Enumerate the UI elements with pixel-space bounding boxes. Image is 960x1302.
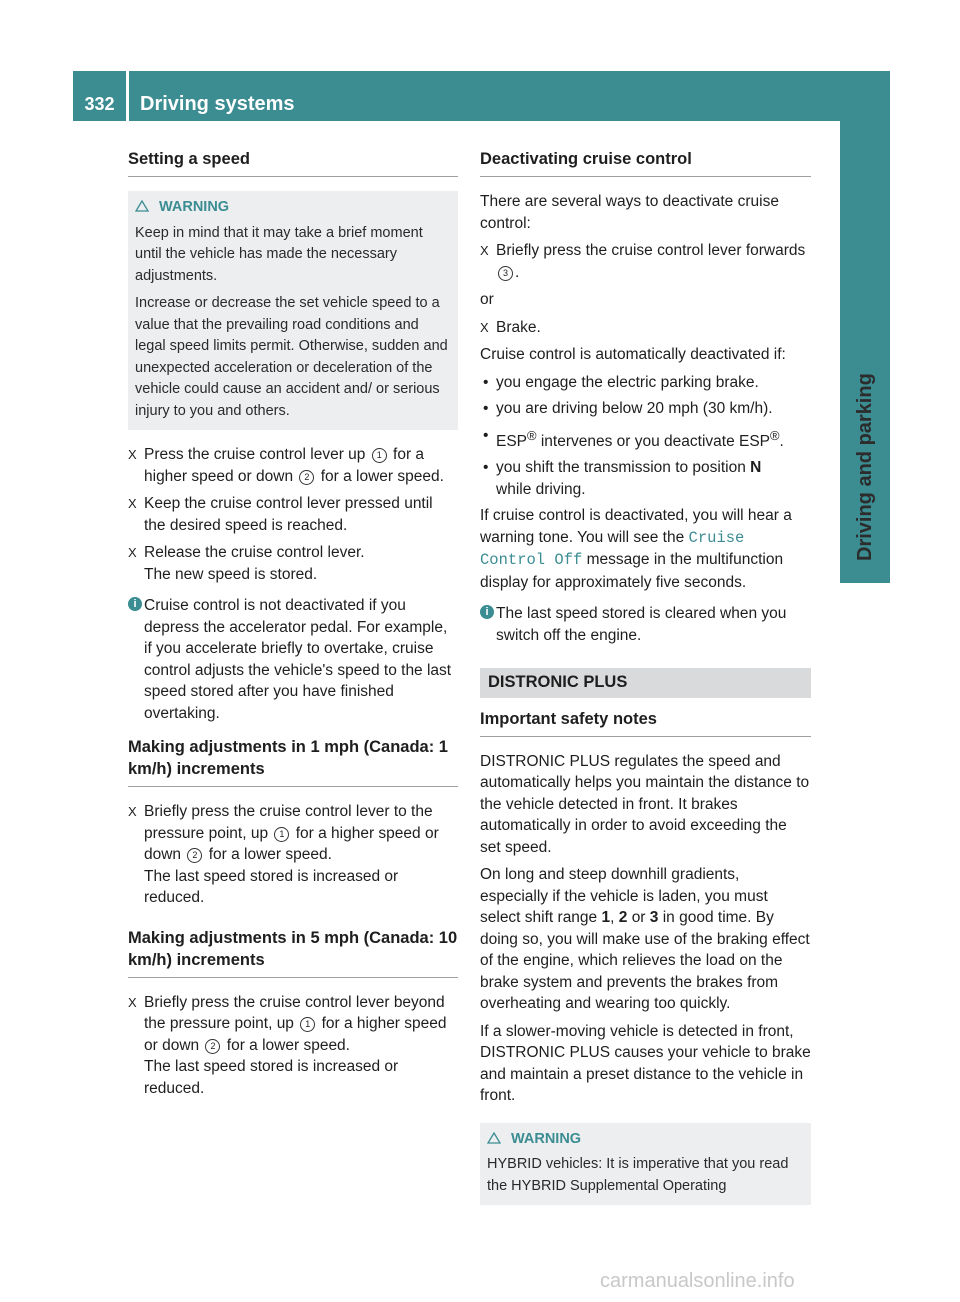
list-item: • ESP® intervenes or you deactivate ESP®. [483,426,784,450]
list-item: • you shift the transmission to position N while driving. [483,459,762,498]
body-text: If a slower-moving vehicle is detected in front, DISTRONIC PLUS causes your vehicle to brake and maintain a preset distance to the vehicle in front. [480,1022,811,1105]
step-marker-icon: X [128,994,137,1010]
step-marker-icon: X [480,243,489,258]
info-note: i The last speed stored is cleared when you switch off the engine. [480,603,811,646]
body-text: Cruise control is automatically deactivated if: [480,346,786,363]
marker-1-icon: 1 [274,827,289,842]
list-item: • you engage the electric parking brake. [483,373,759,391]
warning-text: Increase or decrease the set vehicle speed to a value that the prevailing road conditions and legal speed limits permit. Otherwise, sudden and unexpected acceleration or deceleration of the vehicle could cause an accident and/ or serious injury to you and others. [135,295,448,419]
warning-icon [135,200,149,212]
info-icon: i [128,597,142,611]
body-text: If cruise control is deactivated, you will hear a warning tone. You will see the Cruise Control Off message in the multifunction display for approximately five seconds. [480,507,792,591]
warning-title: WARNING [135,197,451,219]
body-text: There are several ways to deactivate cruise control: [480,193,779,232]
page-number: 332 [84,94,115,114]
marker-3-icon: 3 [498,266,513,281]
adjust-1mph-heading: Making adjustments in 1 mph (Canada: 1 km/h) increments [128,736,458,787]
marker-2-icon: 2 [299,470,314,485]
warning-box [480,1123,811,1206]
body-text: DISTRONIC PLUS regulates the speed and automatically helps you maintain the distance to the vehicle detected in front. It brakes automatically in order to avoid exceeding the set speed. [480,752,810,856]
instruction-step: X Brake. [480,317,811,339]
instruction-step: X Keep the cruise control lever pressed until the desired speed is reached. [128,495,433,534]
adjust-5mph-heading: Making adjustments in 5 mph (Canada: 10 km/h) increments [128,927,458,978]
warning-box [128,191,458,430]
page-title: Driving systems [140,93,295,115]
watermark: carmanualsonline.info [600,1270,795,1292]
body-text: On long and steep downhill gradients, especially if the vehicle is laden, you must select shift range 1, 2 or 3 in good time. By doing so, you will make use of the braking effect of the engine, which relieves the load on the brake system and prevents the brakes from overheating and wearing too quickly. [480,866,810,1013]
side-tab-label: Driving and parking [854,373,876,561]
step-marker-icon: X [128,804,137,819]
step-marker-icon: X [128,496,137,511]
setting-speed-heading: Setting a speed [128,148,458,177]
marker-1-icon: 1 [300,1017,315,1032]
safety-heading: Important safety notes [480,708,811,737]
instruction-step: X Press the cruise control lever up 1 for a higher speed or down 2 for a lower speed. [128,446,444,485]
section-title-bar: DISTRONIC PLUS [480,668,811,698]
marker-1-icon: 1 [372,448,387,463]
list-item: • you are driving below 20 mph (30 km/h). [483,400,773,417]
deactivating-heading: Deactivating cruise control [480,148,811,177]
warning-text: HYBRID vehicles: It is imperative that you read the HYBRID Supplemental Operating [487,1156,789,1194]
step-marker-icon: X [128,447,137,462]
header-separator [126,71,129,121]
instruction-step: X Release the cruise control lever. The new speed is stored. [128,544,365,583]
warning-icon [487,1132,501,1144]
body-text: or [480,291,494,308]
info-icon: i [480,605,494,619]
instruction-step: X Briefly press the cruise control lever forwards 3 . [480,242,806,281]
warning-title: WARNING [487,1129,804,1151]
marker-2-icon: 2 [205,1039,220,1054]
step-marker-icon: X [128,545,137,560]
step-marker-icon: X [480,319,489,335]
instruction-step: X Briefly press the cruise control lever beyond the pressure point, up 1 for a higher speed or down 2 for a lower speed. The last speed stored is increased or reduced. [128,993,447,1097]
display-message: Cruise Control Off [480,528,745,570]
info-note: i Cruise control is not deactivated if you depress the accelerator pedal. For example, if you accelerate briefly to overtake, cruise control adjusts the vehicle's speed to the last speed stored after you have finished overtaking. [128,595,458,724]
warning-text: Keep in mind that it may take a brief moment until the vehicle has made the necessary adjustments. [135,224,423,284]
left-column [128,148,458,1105]
marker-2-icon: 2 [187,848,202,863]
right-column [480,148,811,1219]
instruction-step: X Briefly press the cruise control lever to the pressure point, up 1 for a higher speed or down 2 for a lower speed. The last speed stored is increased or reduced. [128,803,439,906]
